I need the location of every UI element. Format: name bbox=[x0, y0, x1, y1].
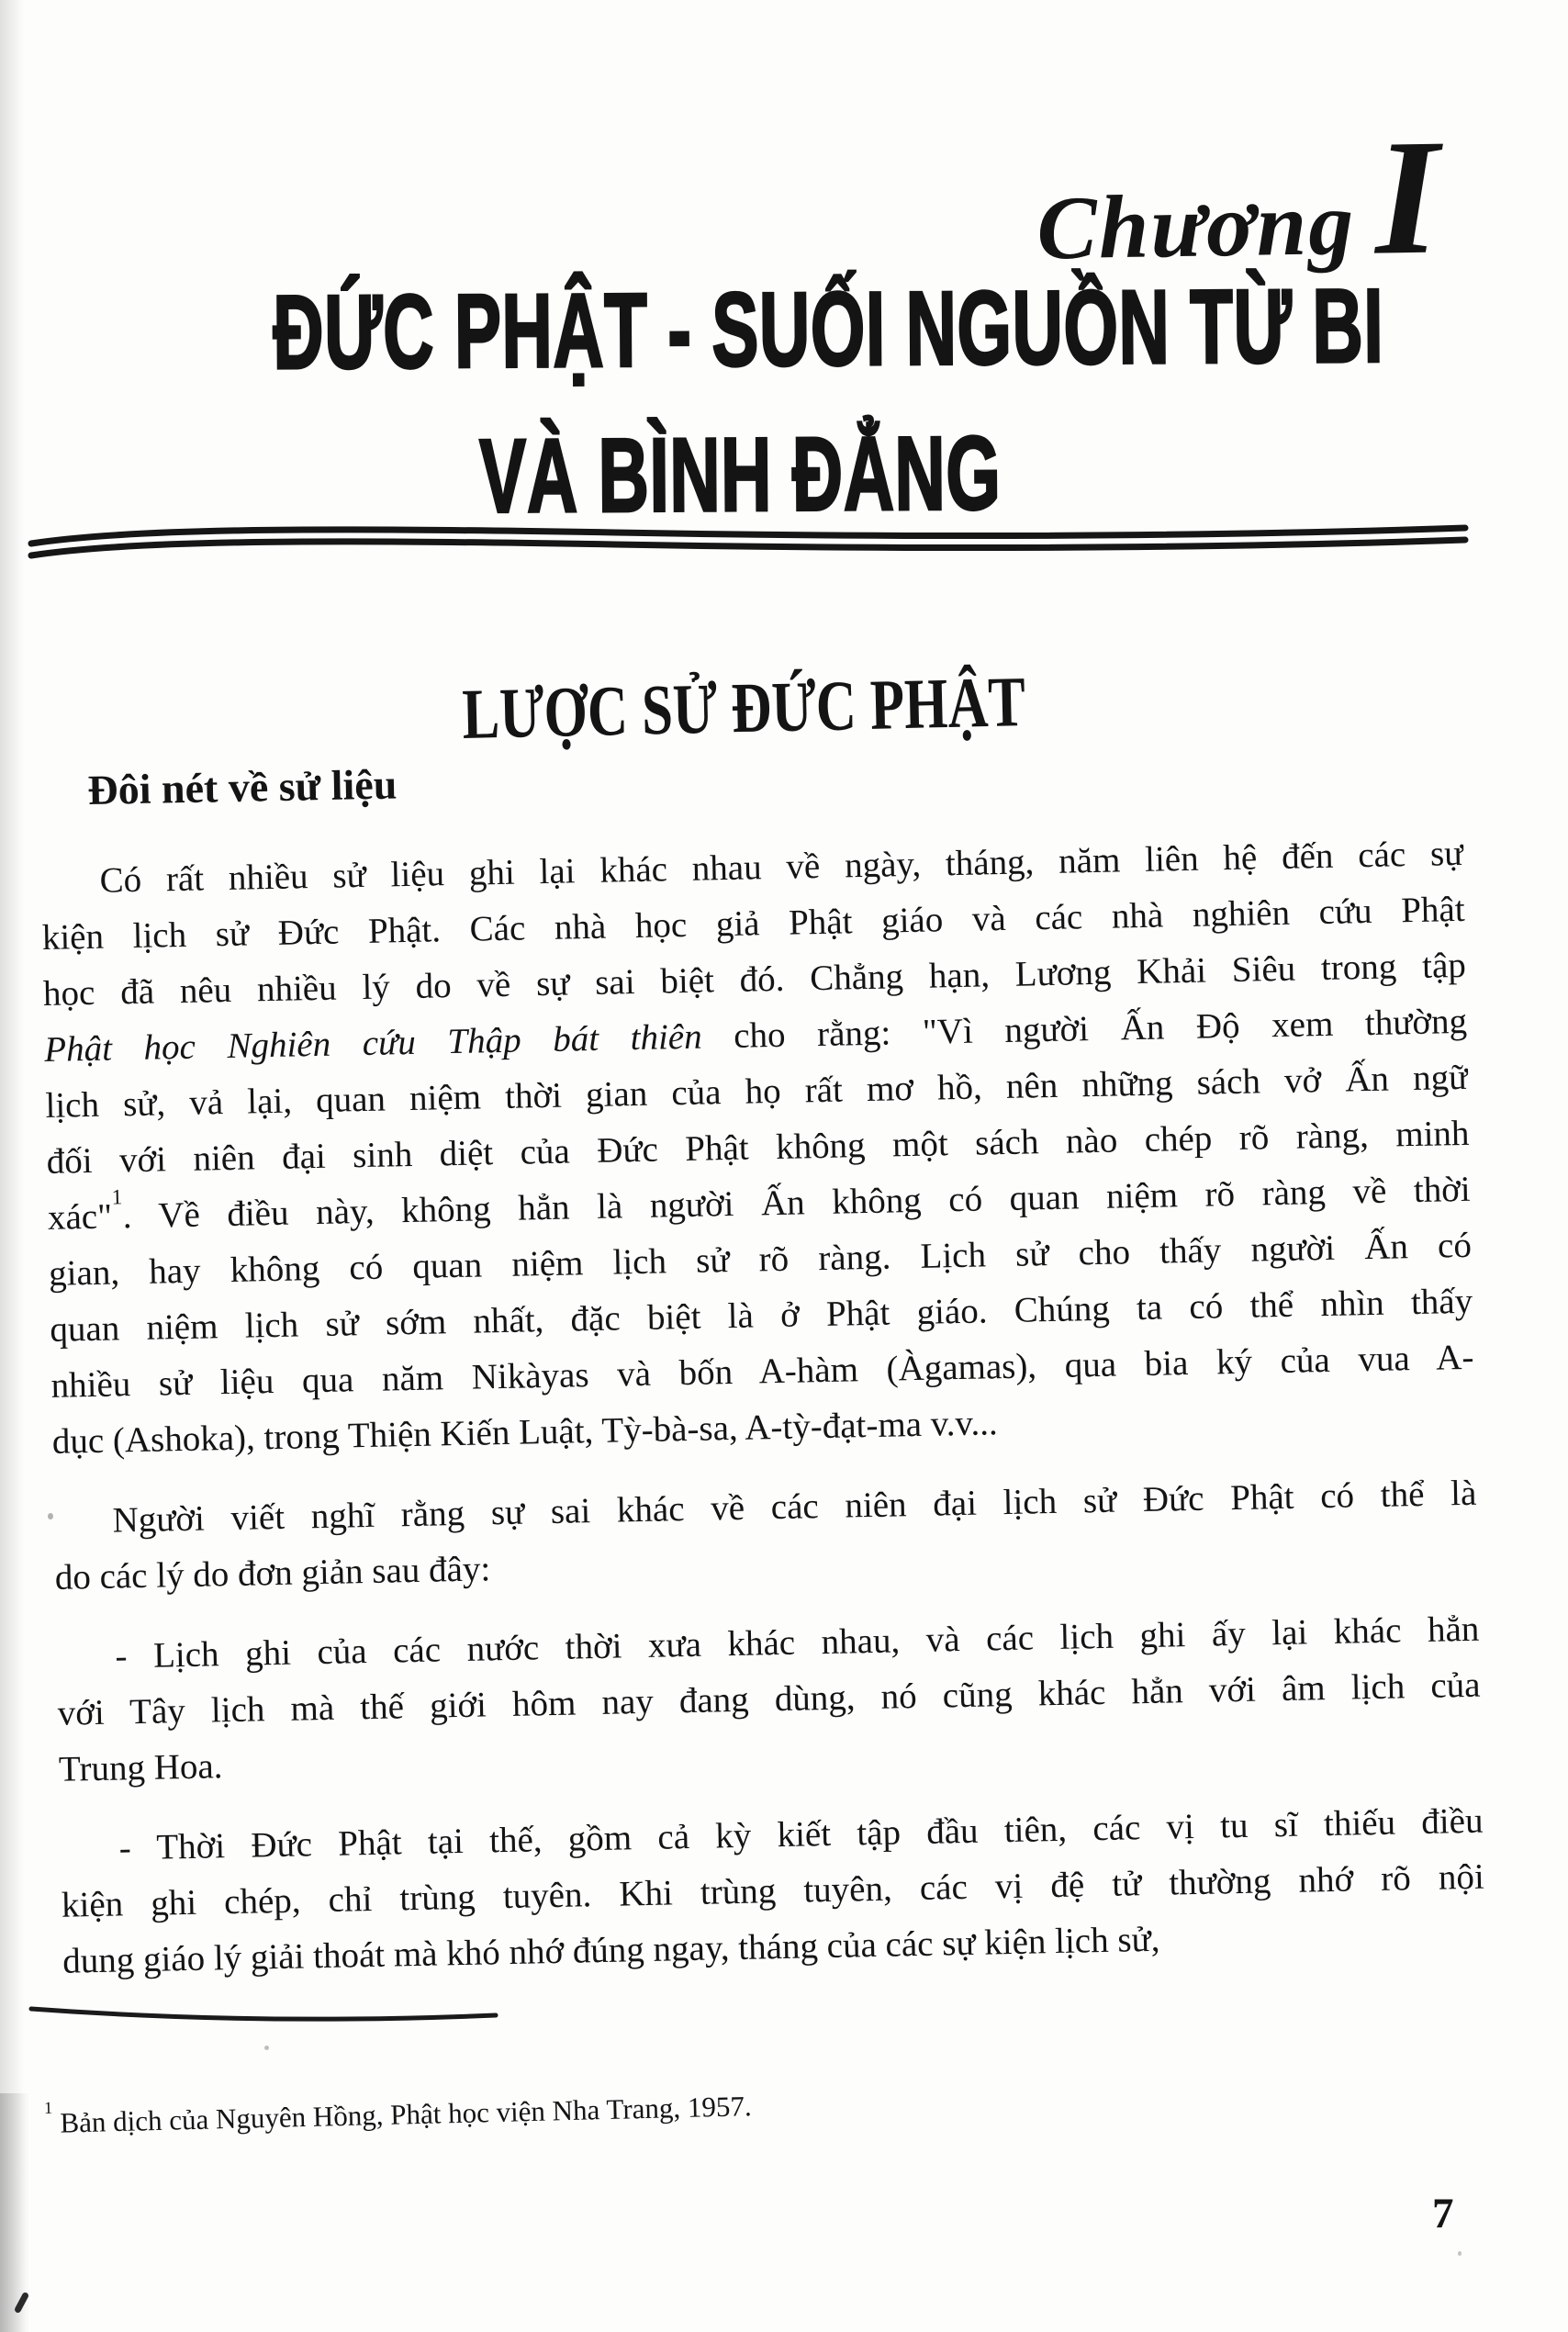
text-segment: kiện lịch sử Đức Phật. Các nhà học giả Phật giáo và các nhà nghiên cứu Phật bbox=[41, 889, 1465, 958]
text-segment: đối với niên đại sinh diệt của Đức Phật không một sách nào chép rõ ràng, minh bbox=[46, 1113, 1470, 1182]
scan-speck bbox=[1458, 2251, 1462, 2256]
scan-speck bbox=[48, 1513, 53, 1519]
chapter-label: Chương bbox=[1036, 174, 1357, 279]
footnote bbox=[44, 2087, 871, 2140]
text-segment: Có rất nhiều sử liệu ghi lại khác nhau về ngày, tháng, năm liên hệ đến các sự bbox=[99, 833, 1464, 901]
text-segment: Trung Hoa. bbox=[58, 1746, 223, 1789]
text-segment: . Về điều này, không hẳn là người Ấn không có quan niệm rõ ràng về thời bbox=[122, 1169, 1472, 1237]
chapter-title-line1: ĐỨC PHẬT - SUỐI NGUỒN TỪ BI bbox=[272, 267, 1384, 392]
footnote-reference: 1 bbox=[111, 1185, 123, 1210]
scan-speck bbox=[264, 2046, 269, 2050]
text-segment: lịch sử, vả lại, quan niệm thời gian của họ rất mơ hồ, nên những sách vở Ấn ngữ bbox=[45, 1057, 1469, 1126]
page-number: 7 bbox=[1432, 2190, 1454, 2237]
paragraph bbox=[56, 1601, 1482, 1798]
text-segment: - Thời Đức Phật tại thế, gồm cả kỳ kiết tập đầu tiên, các vị tu sĩ thiếu điều bbox=[118, 1800, 1484, 1868]
text-segment: quan niệm lịch sử sớm nhất, đặc biệt là ở Phật giáo. Chúng ta có thể nhìn thấy bbox=[49, 1281, 1473, 1350]
chapter-number: I bbox=[1373, 105, 1441, 289]
text-segment: gian, hay không có quan niệm lịch sử rõ ràng. Lịch sử cho thấy người Ấn có bbox=[48, 1225, 1473, 1294]
text-segment: cho rằng: "Vì người Ấn Độ xem thường bbox=[701, 1001, 1468, 1057]
footnote-rule bbox=[28, 2001, 505, 2029]
text-segment: xác" bbox=[47, 1196, 113, 1238]
paragraph bbox=[53, 1465, 1478, 1606]
text-segment: với Tây lịch mà thế giới hôm nay đang dùng, nó cũng khác hẳn với âm lịch của bbox=[57, 1665, 1481, 1733]
chapter-title-line2: VÀ BÌNH ĐẲNG bbox=[478, 415, 1002, 535]
text-segment: Người viết nghĩ rằng sự sai khác về các niên đại lịch sử Đức Phật có thể là bbox=[112, 1473, 1477, 1541]
footnote-marker: 1 bbox=[43, 2099, 53, 2119]
footnote-text: Bản dịch của Nguyên Hồng, Phật học viện Nha Trang, 1957. bbox=[52, 2090, 753, 2139]
text-segment: dục (Ashoka), trong Thiện Kiến Luật, Tỳ-bà-sa, A-tỳ-đạt-ma v.v... bbox=[51, 1403, 999, 1462]
paragraph bbox=[40, 825, 1475, 1470]
sub-heading: Đôi nét về sử liệu bbox=[87, 760, 398, 813]
italic-text: Phật học Nghiên cứu Thập bát thiên bbox=[43, 1016, 703, 1070]
body-text bbox=[40, 825, 1486, 2013]
text-segment: kiện ghi chép, chỉ trùng tuyên. Khi trùng tuyên, các vị đệ tử thường nhớ rõ nội bbox=[61, 1856, 1485, 1925]
text-segment: do các lý do đơn giản sau đây: bbox=[54, 1549, 491, 1598]
title-double-rule bbox=[28, 521, 1496, 562]
text-segment: nhiều sử liệu qua năm Nikàyas và bốn A-hàm (Àgamas), qua bia ký của vua A- bbox=[50, 1337, 1474, 1406]
chapter-header bbox=[1036, 105, 1441, 289]
text-segment: dung giáo lý giải thoát mà khó nhớ đúng ngay, tháng của các sự kiện lịch sử, bbox=[62, 1919, 1160, 1981]
section-heading: LƯỢC SỬ ĐỨC PHẬT bbox=[461, 661, 1026, 754]
text-segment: học đã nêu nhiều lý do về sự sai biệt đó. Chẳng hạn, Lương Khải Siêu trong tập bbox=[42, 945, 1467, 1014]
paragraph bbox=[60, 1793, 1485, 1990]
text-segment: - Lịch ghi của các nước thời xưa khác nhau, và các lịch ghi ấy lại khác hẳn bbox=[115, 1609, 1480, 1676]
